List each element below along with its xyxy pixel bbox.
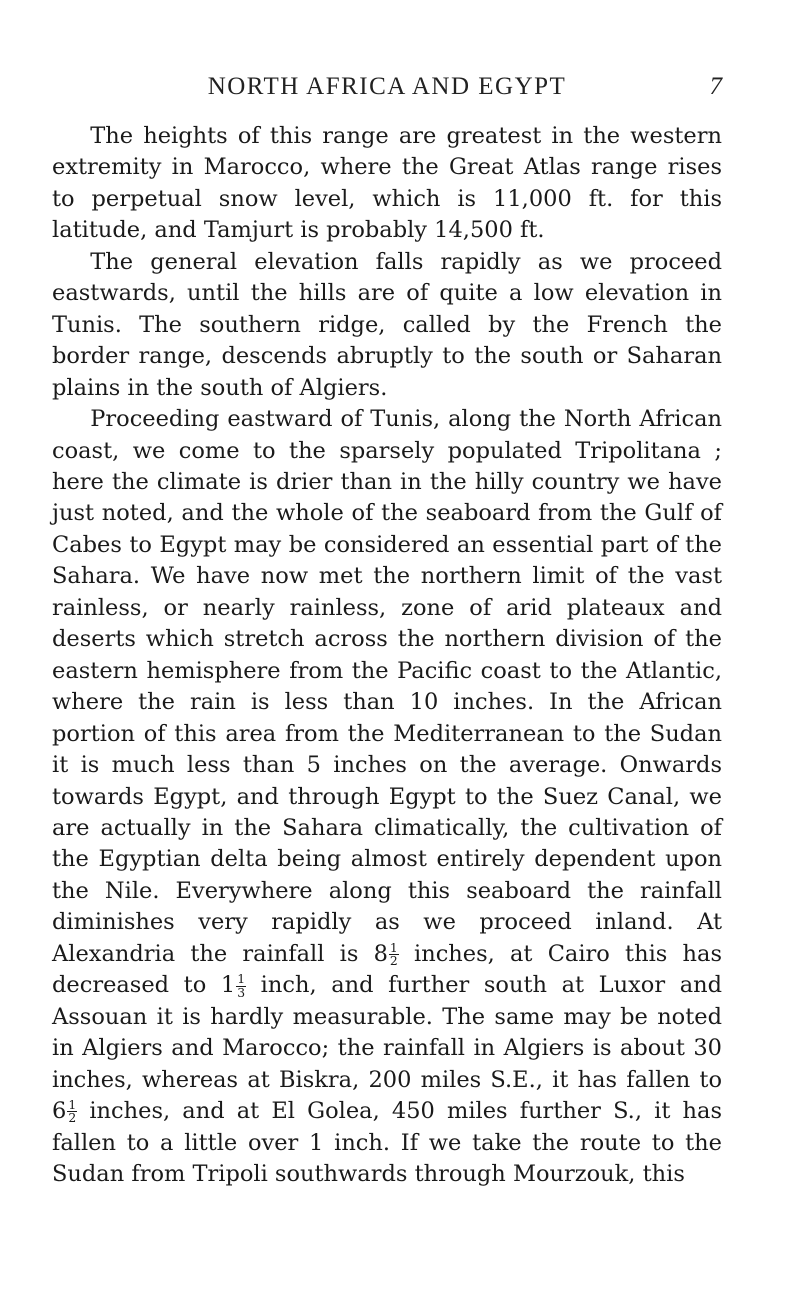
fraction-numerator: 1	[237, 972, 246, 987]
paragraph-3-text-2: inches, at Cairo this has decreased to 1	[52, 940, 722, 999]
paragraph-3	[52, 404, 722, 1190]
paragraph-1: The heights of this range are greatest in the western extremity in Marocco, where the Great Atlas range rises to perpetual snow level, which is 11,000 ft. for this latitude, and Tamjurt is probably 14,500 ft.	[52, 123, 722, 244]
paragraph-3-text-3: inch, and further south at Luxor and Assouan it is hardly measurable. The same may be noted in Algiers and Marocco; the rainfall in Algiers is about 30 inches, whereas at Biskra, 200 miles S.E., it has fallen to 6	[52, 972, 722, 1125]
fraction-numerator: 1	[389, 940, 398, 955]
body-text	[52, 121, 722, 1190]
page-number: 7	[709, 73, 722, 100]
fraction-one-half	[389, 942, 399, 968]
fraction-one-half	[67, 1099, 77, 1125]
fraction-numerator: 1	[68, 1098, 77, 1112]
paragraph-3-text-1: Proceeding eastward of Tunis, along the North African coast, we come to the sparsely populated Tripolitana ; here the climate is drier than in the hilly country we have just noted, and the whole of the seaboard from the Gulf of Cabes to Egypt may be considered an essential part of the Sahara. We have now met the northern limit of the vast rainless, or nearly rainless, zone of arid plateaux and deserts which stretch across the northern division of the eastern hemisphere from the Pacific coast to the Atlantic, where the rain is less than 10 inches. In the African portion of this area from the Mediterranean to the Sudan it is much less than 5 inches on the average. Onwards towards Egypt, and through Egypt to the Suez Canal, we are actually in the Sahara climatically, the cultivation of the Egyptian delta being almost entirely dependent upon the Nile. Everywhere along this seaboard the rainfall diminishes very rapidly as we proceed inland. At Alexandria the rainfall is 8	[52, 406, 722, 967]
fraction-denominator: 2	[68, 1111, 77, 1126]
paragraph-3-text-4: inches, and at El Golea, 450 miles further S., it has fallen to a little over 1 inch. If we take the route to the Sudan from Tripoli southwards through Mourzouk, this	[52, 1098, 722, 1187]
paragraph-2: The general elevation falls rapidly as we proceed eastwards, until the hills are of quite a low elevation in Tunis. The southern ridge, called by the French the border range, descends abruptly to the south or Saharan plains in the south of Algiers.	[52, 248, 722, 401]
fraction-denominator: 2	[389, 954, 398, 969]
page-header	[52, 70, 722, 110]
running-head: NORTH AFRICA AND EGYPT	[207, 73, 567, 100]
fraction-one-third	[236, 973, 246, 999]
fraction-denominator: 3	[237, 985, 246, 1000]
